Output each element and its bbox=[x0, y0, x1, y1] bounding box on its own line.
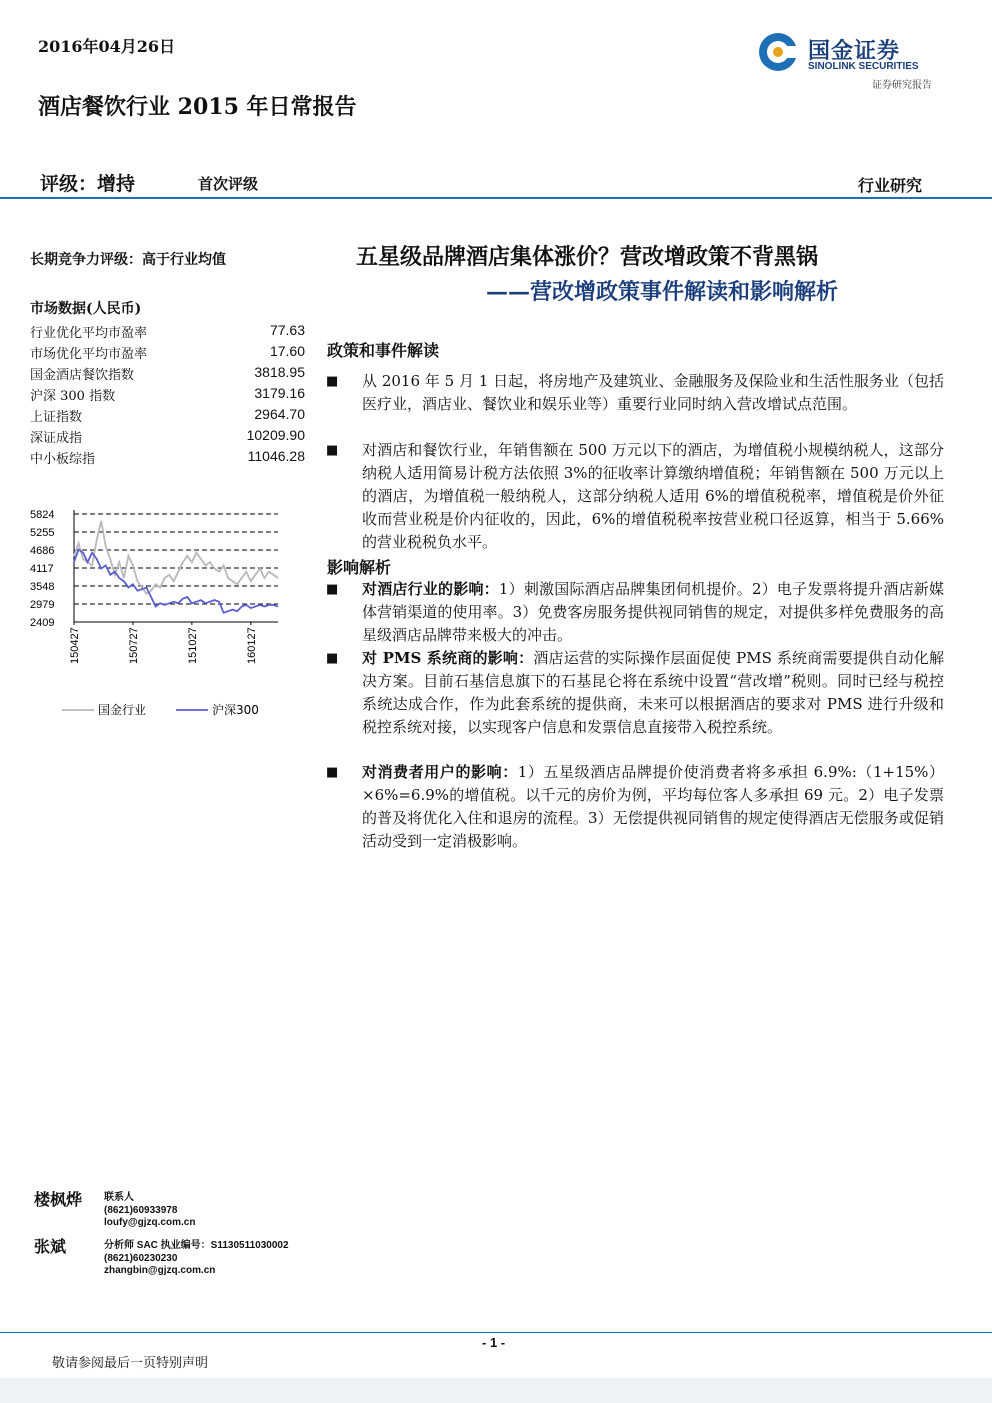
market-row bbox=[30, 406, 305, 427]
index-line-chart bbox=[28, 500, 288, 730]
y-tick-label: 5824 bbox=[30, 509, 55, 521]
market-row-value: 11046.28 bbox=[247, 448, 305, 464]
bullet-lead: 对消费者用户的影响： bbox=[362, 763, 518, 781]
legend-label: 沪深300 bbox=[212, 703, 259, 717]
rating-first: 首次评级 bbox=[198, 175, 259, 193]
rating: 评级：增持 bbox=[40, 173, 136, 195]
bullet-square-icon: ■ bbox=[326, 765, 339, 780]
market-row-label: 深证成指 bbox=[30, 431, 83, 446]
author-contact bbox=[104, 1192, 195, 1230]
market-row-value: 17.60 bbox=[269, 343, 305, 359]
market-row bbox=[30, 364, 305, 385]
y-tick-label: 4117 bbox=[30, 562, 54, 575]
y-tick-label: 4686 bbox=[30, 544, 55, 557]
market-row bbox=[30, 385, 305, 406]
report-category: 行业研究 bbox=[858, 176, 923, 195]
x-tick-label: 150427 bbox=[69, 627, 81, 664]
series-line-industry bbox=[74, 521, 278, 594]
series-line-csi300 bbox=[74, 550, 278, 613]
market-row bbox=[30, 322, 305, 343]
x-tick-label: 160127 bbox=[245, 627, 258, 664]
bullet-text: 从 2016 年 5 月 1 日起，将房地产及建筑业、金融服务及保险业和生活性服务业（包括医疗业，酒店业、餐饮业和娱乐业等）重要行业同时纳入营改增试点范围。 bbox=[362, 372, 944, 413]
market-row-label: 市场优化平均市盈率 bbox=[30, 347, 148, 362]
policy-bullet bbox=[326, 370, 946, 416]
x-tick-label: 150727 bbox=[127, 627, 140, 664]
bullet-lead: 对酒店行业的影响： bbox=[362, 580, 499, 598]
y-tick-label: 5255 bbox=[30, 526, 55, 539]
logo-english-name: SINOLINK SECURITIES bbox=[808, 61, 919, 72]
market-row-label: 国金酒店餐饮指数 bbox=[30, 368, 135, 383]
impact-bullet bbox=[326, 647, 946, 739]
section-heading-impact: 影响解析 bbox=[327, 558, 392, 577]
bullet-square-icon: ■ bbox=[326, 582, 339, 597]
header-divider bbox=[0, 197, 992, 199]
market-row-label: 行业优化平均市盈率 bbox=[30, 326, 148, 341]
main-subtitle: ——营改增政策事件解读和影响解析 bbox=[486, 279, 839, 305]
market-row-value: 2964.70 bbox=[254, 406, 305, 422]
main-title: 五星级品牌酒店集体涨价？营改增政策不背黑锅 bbox=[356, 244, 819, 270]
market-row bbox=[30, 448, 305, 469]
author-phone: (8621)60933978 bbox=[104, 1204, 178, 1216]
author-role: 分析师 SAC 执业编号：S1130511030002 bbox=[104, 1240, 289, 1251]
footer-divider bbox=[0, 1332, 992, 1333]
section-heading-policy: 政策和事件解读 bbox=[327, 341, 440, 360]
market-row bbox=[30, 343, 305, 364]
market-row-value: 10209.90 bbox=[246, 427, 305, 443]
market-row-label: 上证指数 bbox=[30, 410, 83, 425]
market-row-label: 沪深 300 指数 bbox=[30, 389, 116, 404]
long-term-rating: 长期竞争力评级：高于行业均值 bbox=[30, 252, 226, 268]
footer-disclaimer: 敬请参阅最后一页特别声明 bbox=[52, 1356, 209, 1371]
report-title: 酒店餐饮行业 2015 年日常报告 bbox=[38, 94, 357, 120]
legend-label: 国金行业 bbox=[98, 703, 147, 717]
y-tick-label: 2409 bbox=[30, 617, 55, 629]
bullet-square-icon: ■ bbox=[326, 374, 339, 389]
page-number: - 1 - bbox=[482, 1335, 506, 1350]
author-email: zhangbin@gjzq.com.cn bbox=[104, 1265, 216, 1276]
bullet-square-icon: ■ bbox=[326, 443, 339, 458]
bullet-text: 1）五星级酒店品牌提价使消费者将多承担 6.9%:（1+15%）×6%=6.9%的增值税。以千元的房价为例，平均每位客人多承担 69 元。2）电子发票的普及将优化入住和退房的流程。3）无偿提供视同销售的规定使得酒店无偿服务或促销活动受到一定消极影响。 bbox=[362, 763, 944, 850]
market-row-value: 77.63 bbox=[269, 322, 305, 338]
bullet-lead: 对 PMS 系统商的影响： bbox=[362, 649, 534, 667]
market-row-value: 3818.95 bbox=[254, 364, 305, 380]
author-phone: (8621)60230230 bbox=[104, 1252, 178, 1264]
market-row-value: 3179.16 bbox=[254, 385, 305, 401]
policy-bullet bbox=[326, 439, 946, 554]
bullet-text: 对酒店和餐饮行业，年销售额在 500 万元以下的酒店，为增值税小规模纳税人，这部分纳税人适用简易计税方法依照 3%的征收率计算缴纳增值税；年销售额在 500 万元以上的酒店，为增值税一般纳税人，这部分纳税人适用 6%的增值税税率，增值税是价外征收而营业税是价内征收的，因此，6%的增值税税率按营业税口径返算，相当于 5.66%的营业税税负水平。 bbox=[362, 441, 944, 551]
impact-bullet bbox=[326, 578, 946, 647]
market-row-label: 中小板综指 bbox=[30, 452, 96, 467]
author-email: loufy@gjzq.com.cn bbox=[104, 1217, 196, 1228]
report-date: 2016年04月26日 bbox=[38, 37, 176, 56]
logo-chinese-name: 国金证券 bbox=[808, 38, 901, 64]
author-role: 联系人 bbox=[104, 1192, 134, 1203]
logo-subtitle: 证券研究报告 bbox=[872, 80, 932, 91]
y-tick-label: 3548 bbox=[30, 580, 55, 593]
author-name: 张斌 bbox=[34, 1237, 67, 1256]
bullet-text: 1）刺激国际酒店品牌集团伺机提价。2）电子发票将提升酒店新媒体营销渠道的使用率。3）免费客房服务提供视同销售的规定，对提供多样免费服务的高星级酒店品牌带来极大的冲击。 bbox=[362, 580, 944, 644]
impact-bullet bbox=[326, 761, 946, 853]
author-contact bbox=[104, 1240, 289, 1278]
bullet-text: 酒店运营的实际操作层面促使 PMS 系统商需要提供自动化解决方案。目前石基信息旗下的石基昆仑将在系统中设置“营改增”税则。同时已经与税控系统达成合作，作为此套系统的提供商，未来可以根据酒店的要求对 PMS 进行升级和税控系统对接，以实现客户信息和发票信息直接带入税控系统。 bbox=[362, 649, 944, 736]
x-tick-label: 151027 bbox=[186, 627, 199, 664]
market-data-heading: 市场数据(人民币) bbox=[30, 301, 142, 317]
y-tick-label: 2979 bbox=[30, 598, 55, 611]
footer-band bbox=[0, 1378, 992, 1403]
author-name: 楼枫烨 bbox=[34, 1190, 83, 1209]
market-row bbox=[30, 427, 305, 448]
bullet-square-icon: ■ bbox=[326, 651, 339, 666]
